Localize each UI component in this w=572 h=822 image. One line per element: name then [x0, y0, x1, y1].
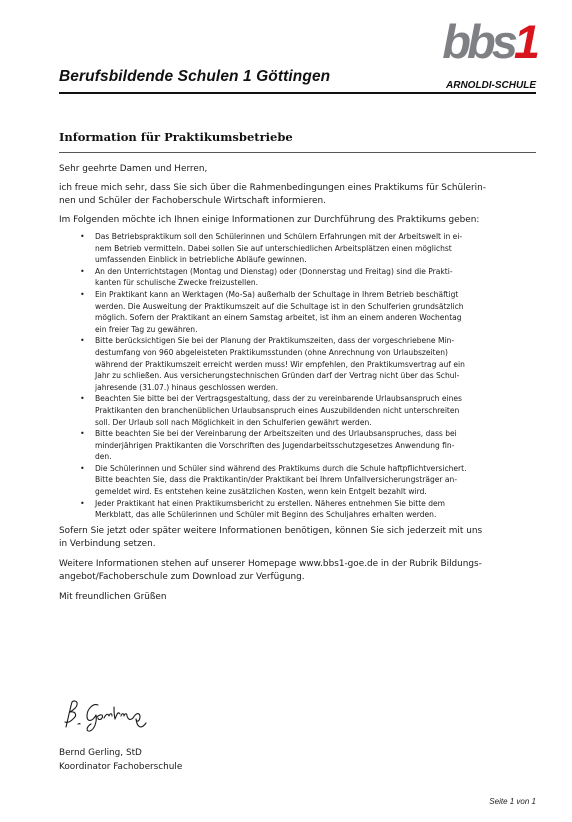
bullet-icon: •	[80, 336, 85, 346]
list-item: • Jeder Praktikant hat einen Praktikumsbericht zu erstellen. Näheres entnehmen Sie bitte dem Merkblatt, das alle Schülerinnen und Schüler mit Beginn des Schuljahres erhalten werden.	[80, 498, 445, 520]
handwritten-signature	[60, 697, 160, 733]
list-item: • An den Unterrichtstagen (Montag und Dienstag) oder (Donnerstag und Freitag) sind die Prakti- kanten für schulische Zwecke freizustellen.	[80, 266, 453, 288]
list-item: • Bitte beachten Sie bei der Vereinbarung der Arbeitszeiten und des Urlaubsanspruches, dass bei minderjährigen Praktikanten die Vorschriften des Jugendarbeitsschutzgesetzes Anwendung fin- den.	[80, 429, 457, 462]
list-item: • Die Schülerinnen und Schüler sind während des Praktikums durch die Schule haftpflichtversichert. Bitte beachten Sie, dass die Praktikantin/der Praktikant bei Ihrem Unfallversicherungsträger an- gemeldet wird. Es entstehen keine zusätzlichen Kosten, wenn kein Entgelt bezahlt wird.	[80, 463, 467, 497]
list-item: • Beachten Sie bitte bei der Vertragsgestaltung, dass der zu vereinbarende Urlaubsanspruch eines Praktikanten den branchenüblichen Urlaubsanspruch eines Auszubildenden nicht unterschreiten soll. Der Urlaub soll nach Möglichkeit in den Schulferien gewährt werden.	[80, 394, 462, 427]
logo-number: 1	[513, 15, 536, 68]
list-item: • Ein Praktikant kann an Werktagen (Mo-Sa) außerhalb der Schultage in Ihrem Betrieb beschäftigt werden. Die Ausweitung der Praktikumszeit auf die Schultage ist in den Schulferien grundsätzlich möglich. Sofern der Praktikant an einem Samstag arbeitet, ist ihm an einem anderen Wochentag ein freier Tag zu gewähren.	[80, 289, 464, 334]
school-logo	[412, 15, 536, 96]
list-item: • Bitte berücksichtigen Sie bei der Planung der Praktikumszeiten, dass der vorgeschriebene Min- destumfang von 960 abgeleisteten Praktikumsstunden (ohne Anrechnung von Urlaubszeiten) während der Praktikumszeit erreicht werden muss! Wir empfehlen, den Praktikumsvertrag auf ein Jahr zu schließen. Aus versicherungstechnischen Gründen darf der Vertrag nicht über das Schul- jahresende (31.07.) hinaus geschlossen werden.	[80, 336, 465, 392]
salutation: Sehr geehrte Damen und Herren,	[59, 164, 208, 174]
further-info-paragraph: Sofern Sie jetzt oder später weitere Informationen benötigen, können Sie sich jederzeit mit uns in Verbindung setzen.	[59, 525, 483, 550]
letter-body	[59, 163, 536, 604]
signature-role: Koordinator Fachoberschule	[59, 761, 183, 772]
logo-wordmark	[442, 15, 536, 68]
logo-subtitle: ARNOLDI-SCHULE	[446, 80, 536, 91]
header-rule	[59, 92, 536, 94]
bullet-icon: •	[80, 289, 85, 299]
logo-main: bbs	[442, 15, 514, 68]
bullet-icon: •	[80, 394, 85, 404]
bullet-icon: •	[80, 266, 85, 276]
school-name: Berufsbildende Schulen 1 Göttingen	[59, 68, 331, 85]
bullet-icon: •	[80, 232, 85, 241]
intro-paragraph: ich freue mich sehr, dass Sie sich über die Rahmenbedingungen eines Praktikums für Schülerin- nen und Schüler der Fachoberschule Wirtschaft informieren.	[59, 182, 486, 206]
bullet-icon: •	[80, 463, 85, 473]
signature-block	[59, 747, 182, 774]
lead-paragraph: Im Folgenden möchte ich Ihnen einige Informationen zur Durchführung des Praktikums geben:	[59, 214, 480, 225]
bullet-icon: •	[80, 498, 85, 508]
page-number: Seite 1 von 1	[489, 797, 536, 806]
homepage-paragraph: Weitere Informationen stehen auf unserer Homepage www.bbs1-goe.de in der Rubrik Bildungs- angebot/Fachoberschule zum Download zur Verfügung.	[59, 558, 482, 583]
list-item: • Das Betriebspraktikum soll den Schülerinnen und Schülern Erfahrungen mit der Arbeitswelt in ei- nem Betrieb vermitteln. Dabei sollen Sie auf unterschiedlichen Arbeitsplätzen einen möglichst umfassenden Einblick in betriebliche Abläufe gewinnen.	[80, 232, 463, 265]
info-list	[59, 231, 536, 521]
document-title: Information für Praktikumsbetriebe	[59, 130, 293, 144]
signature-name: Bernd Gerling, StD	[59, 748, 142, 758]
bullet-icon: •	[80, 429, 85, 439]
title-rule	[59, 152, 536, 153]
closing: Mit freundlichen Grüßen	[59, 591, 167, 602]
